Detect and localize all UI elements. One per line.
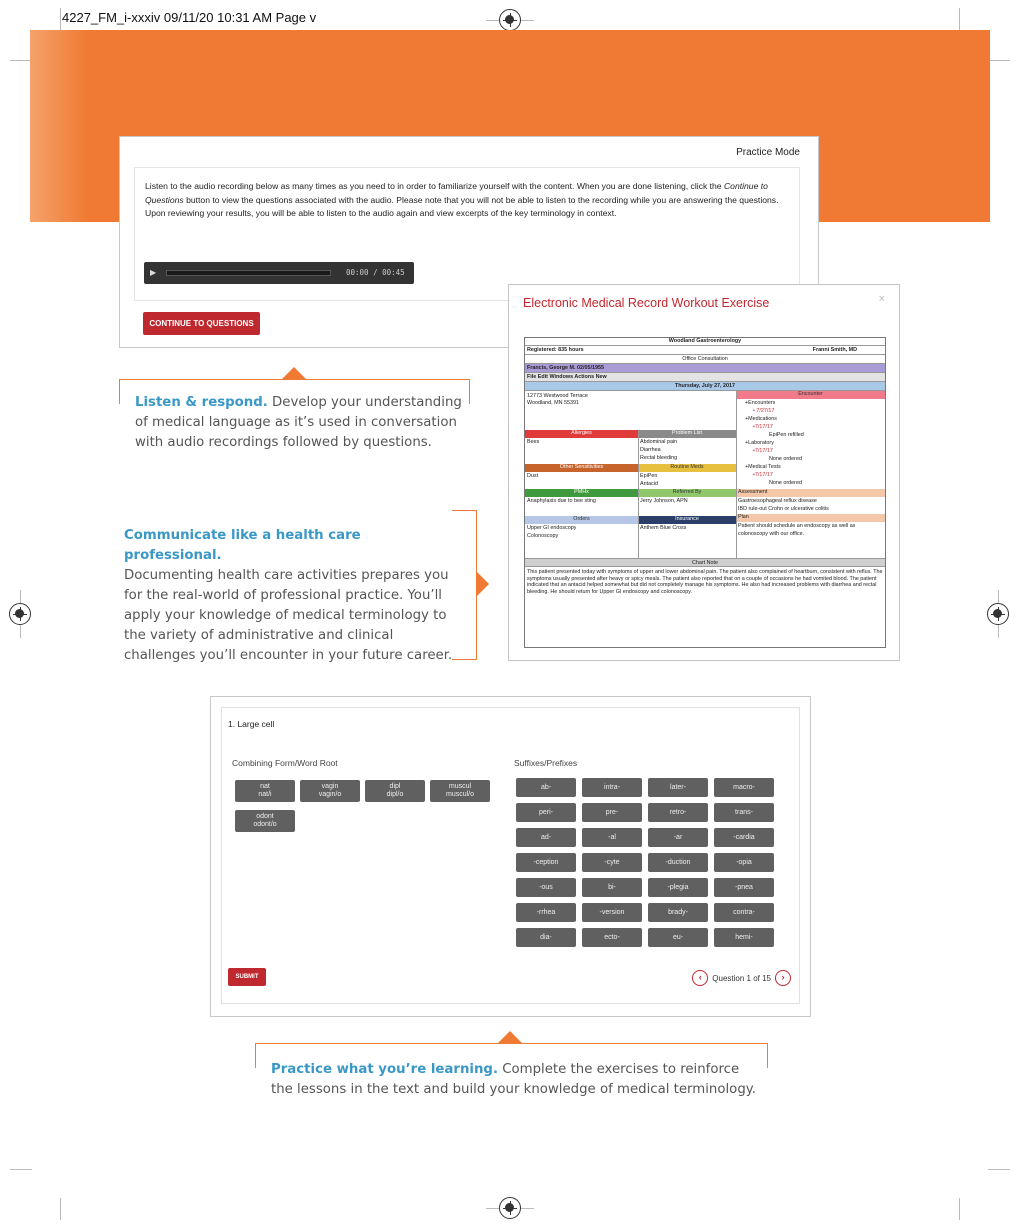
plan-header: Plan bbox=[736, 514, 885, 522]
combining-form-chip[interactable]: nat nat/i bbox=[235, 780, 295, 802]
trim-mark bbox=[959, 8, 960, 30]
audio-player[interactable] bbox=[144, 262, 414, 284]
suffix-chip[interactable]: -cyte bbox=[582, 853, 642, 872]
routine-med: EpiPen bbox=[640, 473, 658, 479]
doctor-name: Franni Smith, MD bbox=[812, 347, 857, 353]
emr-document bbox=[524, 337, 886, 648]
order-item: Upper GI endoscopy bbox=[527, 525, 577, 531]
registration-mark-icon bbox=[499, 9, 521, 31]
emr-menu-bar[interactable]: File Edit Windows Actions New bbox=[527, 374, 607, 380]
other-value: Dust bbox=[527, 473, 539, 479]
chart-note-text: This patient presented today with symptoms of upper and lower abdominal pain. The patient also complained of heartburn, consistent with reflux. The symptoms usually presented after heavy or spicy meals. The patient also reported that on a couple of occasions he had vomited blood. The patient indicated that an antacid helped somewhat but did not completely manage his symptoms. He also had increased problems with diarrhea and rectal bleeding. He should return for Upper GI endoscopy and colonoscopy. bbox=[527, 569, 883, 595]
suffix-chip[interactable]: -al bbox=[582, 828, 642, 847]
suffix-bank bbox=[516, 778, 786, 958]
visit-date: Thursday, July 27, 2017 bbox=[674, 383, 736, 389]
combining-form-label: Combining Form/Word Root bbox=[232, 758, 338, 768]
suffix-chip[interactable]: peri- bbox=[516, 803, 576, 822]
emr-workout-panel bbox=[508, 284, 900, 661]
plan-item: colonoscopy with our office. bbox=[738, 531, 805, 537]
registered-hours: Registered: 835 hours bbox=[527, 347, 584, 353]
allergies-header: Allergies bbox=[525, 430, 638, 438]
callout-frame bbox=[452, 510, 477, 511]
encounter-header: Encounter bbox=[736, 391, 885, 399]
trim-mark bbox=[60, 1198, 61, 1220]
address-line: Woodland, MN 55391 bbox=[527, 400, 580, 406]
assessment-item: Gastroesophageal reflux disease bbox=[738, 498, 817, 504]
problem-list-header: Problem List bbox=[638, 430, 736, 438]
suffix-chip[interactable]: retro- bbox=[648, 803, 708, 822]
order-item: Colonoscopy bbox=[527, 533, 559, 539]
suffix-chip[interactable]: eu- bbox=[648, 928, 708, 947]
combining-form-chip[interactable]: odont odont/o bbox=[235, 810, 295, 832]
callout-frame bbox=[119, 379, 120, 404]
question-pager bbox=[692, 970, 791, 986]
registration-mark-icon bbox=[987, 603, 1009, 625]
callout-frame bbox=[255, 1043, 256, 1068]
chart-note-header: Chart Note bbox=[691, 560, 719, 566]
routine-med: Antacid bbox=[640, 481, 658, 487]
suffix-chip[interactable]: -version bbox=[582, 903, 642, 922]
plan-item: Patient should schedule an endoscopy as well as bbox=[738, 523, 856, 529]
suffix-chip[interactable]: -cardia bbox=[714, 828, 774, 847]
pointer-arrow-icon bbox=[282, 367, 306, 379]
suffix-chip[interactable]: ad- bbox=[516, 828, 576, 847]
suffix-chip[interactable]: dia- bbox=[516, 928, 576, 947]
assessment-header: Assessment bbox=[736, 489, 885, 497]
pointer-arrow-icon bbox=[498, 1031, 522, 1043]
combining-form-chip[interactable]: dipl dipl/o bbox=[365, 780, 425, 802]
continue-to-questions-button[interactable]: CONTINUE TO QUESTIONS bbox=[143, 312, 260, 335]
quiz-inner bbox=[221, 707, 800, 1004]
combining-form-chip[interactable]: vagin vagin/o bbox=[300, 780, 360, 802]
encounter-line: • 7/27/17 bbox=[753, 408, 775, 414]
close-icon[interactable]: × bbox=[878, 293, 885, 305]
encounter-line: +Medical Tests bbox=[745, 464, 781, 470]
address-line: 12773 Westwood Terrace bbox=[527, 393, 588, 399]
audio-progress-track[interactable] bbox=[166, 270, 331, 276]
question-counter: Question 1 of 15 bbox=[712, 973, 771, 983]
allergies-value: Bees bbox=[527, 439, 540, 445]
pmhx-header: PMHx bbox=[525, 489, 638, 497]
suffix-chip[interactable]: ecto- bbox=[582, 928, 642, 947]
orders-header: Orders bbox=[525, 516, 638, 524]
suffix-chip[interactable]: later- bbox=[648, 778, 708, 797]
suffix-chip[interactable]: bi- bbox=[582, 878, 642, 897]
clinic-name: Woodland Gastroenterology bbox=[668, 338, 742, 344]
consult-type: Office Consultation bbox=[682, 356, 728, 362]
suffix-chip[interactable]: -pnea bbox=[714, 878, 774, 897]
suffix-chip[interactable]: -duction bbox=[648, 853, 708, 872]
communicate-callout: Communicate like a health care professional. Documenting health care activities prepares you for the real-world of professional practice. You’ll apply your knowledge of medical terminology to the variety of administrative and clinical challenges you’ll encounter in your future career. bbox=[124, 528, 453, 663]
audio-time: 00:00 / 00:45 bbox=[346, 268, 405, 277]
combining-form-bank bbox=[235, 780, 505, 840]
callout-frame bbox=[255, 1043, 768, 1044]
encounter-line: +Medications bbox=[745, 416, 777, 422]
assessment-item: IBD rule-out Crohn or ulcerative colitis bbox=[738, 506, 829, 512]
encounter-line: None ordered bbox=[769, 480, 802, 486]
suffix-chip[interactable]: -ous bbox=[516, 878, 576, 897]
suffix-chip[interactable]: -plegia bbox=[648, 878, 708, 897]
suffix-chip[interactable]: -rrhea bbox=[516, 903, 576, 922]
encounter-line: •7/17/17 bbox=[753, 472, 773, 478]
suffix-chip[interactable]: -opia bbox=[714, 853, 774, 872]
suffixes-prefixes-label: Suffixes/Prefixes bbox=[514, 758, 578, 768]
problem-item: Diarrhea bbox=[640, 447, 661, 453]
suffix-chip[interactable]: contra- bbox=[714, 903, 774, 922]
suffix-chip[interactable]: pre- bbox=[582, 803, 642, 822]
callout-frame bbox=[119, 379, 470, 380]
suffix-chip[interactable]: hemi- bbox=[714, 928, 774, 947]
encounter-line: •7/17/17 bbox=[753, 448, 773, 454]
quiz-panel bbox=[210, 696, 811, 1017]
problem-item: Abdominal pain bbox=[640, 439, 678, 445]
trim-mark bbox=[10, 60, 32, 61]
trim-mark bbox=[60, 8, 61, 30]
practice-callout: Practice what you’re learning. Complete the exercises to reinforce the lessons in the text and build your knowledge of medical terminology. bbox=[271, 1062, 756, 1097]
other-sensitivities-header: Other Sensitivities bbox=[525, 464, 638, 472]
patient-name: Francis, George M. 02/05/1955 bbox=[527, 365, 605, 371]
trim-mark bbox=[10, 1169, 32, 1170]
practice-mode-label: Practice Mode bbox=[736, 147, 800, 158]
pointer-arrow-icon bbox=[477, 572, 489, 596]
trim-mark bbox=[959, 1198, 960, 1220]
combining-form-chip[interactable]: muscul muscul/o bbox=[430, 780, 490, 802]
suffix-chip[interactable]: macro- bbox=[714, 778, 774, 797]
insurance-value: Anthem Blue Cross bbox=[640, 525, 687, 531]
problem-item: Rectal bleeding bbox=[640, 455, 678, 461]
encounter-line: •7/17/17 bbox=[753, 424, 773, 430]
suffix-chip[interactable]: brady- bbox=[648, 903, 708, 922]
insurance-header: Insurance bbox=[638, 516, 736, 524]
pmhx-value: Anaphylaxis due to bee sting bbox=[527, 498, 596, 504]
referred-value: Jerry Johnson, APN bbox=[640, 498, 688, 504]
registration-mark-icon bbox=[9, 603, 31, 625]
trim-mark bbox=[988, 60, 1010, 61]
print-slug: 4227_FM_i-xxxiv 09/11/20 10:31 AM Page v bbox=[62, 10, 317, 25]
next-question-icon[interactable]: › bbox=[775, 970, 791, 986]
suffix-chip[interactable]: trans- bbox=[714, 803, 774, 822]
question-text: 1. Large cell bbox=[228, 719, 275, 729]
suffix-chip[interactable]: intra- bbox=[582, 778, 642, 797]
trim-mark bbox=[988, 1169, 1010, 1170]
registration-mark-icon bbox=[499, 1197, 521, 1219]
submit-button[interactable]: SUBMIT bbox=[228, 968, 266, 986]
encounter-line: EpiPen refilled bbox=[769, 432, 804, 438]
routine-meds-header: Routine Meds bbox=[638, 464, 736, 472]
encounter-line: +Encounters bbox=[745, 400, 776, 406]
instructions-box bbox=[134, 167, 800, 301]
referred-by-header: Referred By bbox=[638, 489, 736, 497]
encounter-line: +Laboratory bbox=[745, 440, 774, 446]
suffix-chip[interactable]: -ception bbox=[516, 853, 576, 872]
suffix-chip[interactable]: ab- bbox=[516, 778, 576, 797]
listen-respond-callout: Listen & respond. Develop your understanding of medical language as it’s used in conversation with audio recordings followed by questions. bbox=[135, 395, 462, 450]
callout-frame bbox=[767, 1043, 768, 1068]
instructions-text: Listen to the audio recording below as many times as you need to in order to familiarize yourself with the content. When you are done listening, click the Continue to Questions button to view the questions associated with the audio. Please note that you will not be able to listen to the recording while you are answering the questions. Upon reviewing your results, you will be able to listen to the audio again and view excerpts of the key terminology in context. bbox=[145, 181, 779, 218]
prev-question-icon[interactable]: ‹ bbox=[692, 970, 708, 986]
play-icon[interactable]: ▶ bbox=[150, 268, 157, 277]
encounter-line: None ordered bbox=[769, 456, 802, 462]
suffix-chip[interactable]: -ar bbox=[648, 828, 708, 847]
emr-title: Electronic Medical Record Workout Exercise bbox=[523, 296, 770, 310]
callout-frame bbox=[469, 379, 470, 404]
